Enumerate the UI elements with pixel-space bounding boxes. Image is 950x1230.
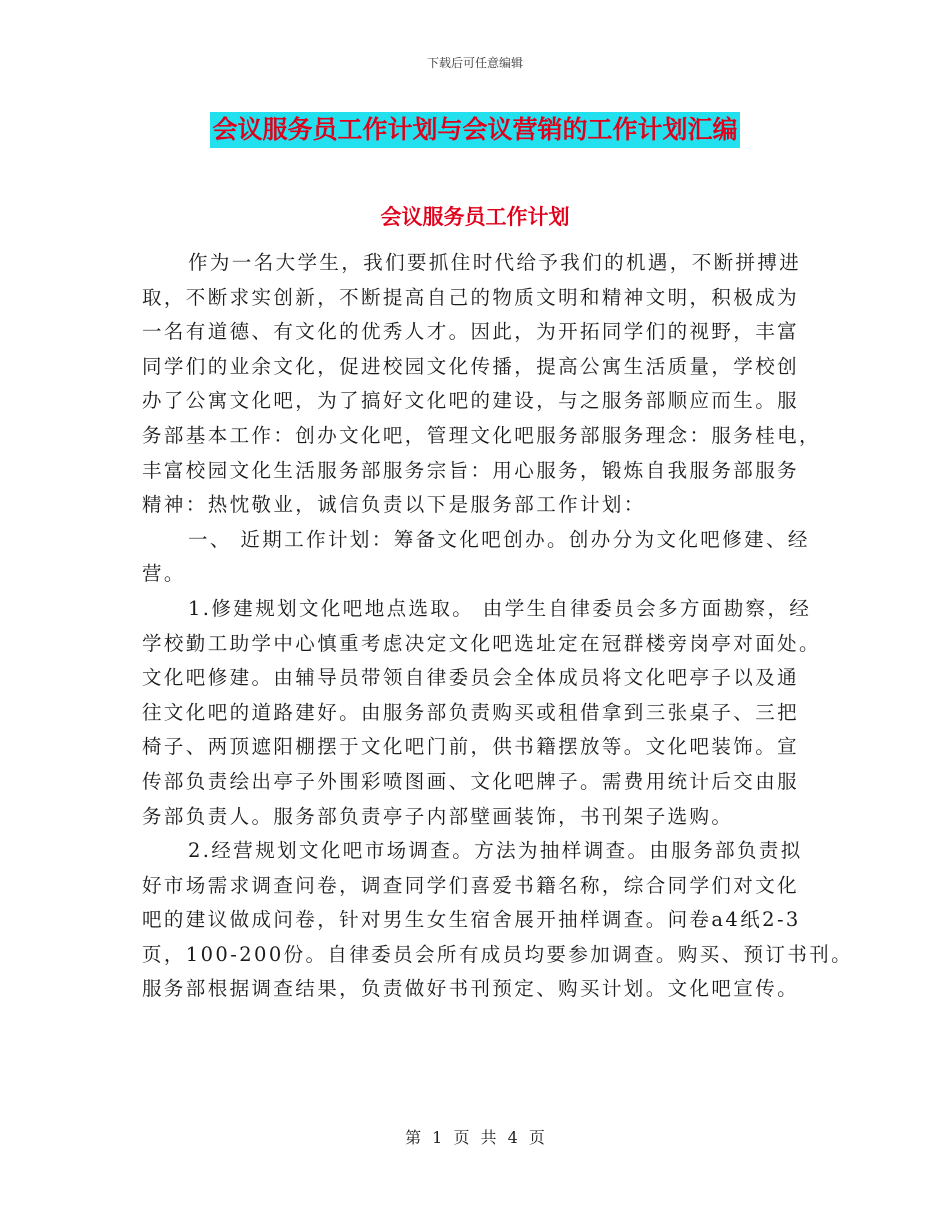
section-title: 会议服务员工作计划 <box>380 205 570 229</box>
paragraph-line: 2.经营规划文化吧市场调查。方法为抽样调查。由服务部负责拟 <box>188 839 803 863</box>
paragraph-line: 传部负责绘出亭子外围彩喷图画、文化吧牌子。需费用统计后交由服 <box>142 769 800 793</box>
body-text <box>142 246 854 1007</box>
paragraph-line: 一、 近期工作计划：筹备文化吧创办。创办分为文化吧修建、经 <box>188 527 810 551</box>
paragraph-line: 往文化吧的道路建好。由服务部负责购买或租借拿到三张桌子、三把 <box>142 700 800 724</box>
document-title-container <box>0 112 950 148</box>
paragraph-line: 务部基本工作：创办文化吧，管理文化吧服务部服务理念：服务桂电， <box>142 423 821 447</box>
paragraph-line: 精神：热忱敬业，诚信负责以下是服务部工作计划： <box>142 493 646 517</box>
paragraph-line: 取，不断求实创新，不断提高自己的物质文明和精神文明，积极成为 <box>142 285 800 309</box>
paragraph-line: 一名有道德、有文化的优秀人才。因此，为开拓同学们的视野，丰富 <box>142 320 800 344</box>
paragraph-line: 文化吧修建。由辅导员带领自律委员会全体成员将文化吧亭子以及通 <box>142 666 800 690</box>
paragraph-line: 吧的建议做成问卷，针对男生女生宿舍展开抽样调查。问卷a4纸2-3 <box>142 908 801 932</box>
paragraph-line: 丰富校园文化生活服务部服务宗旨：用心服务，锻炼自我服务部服务 <box>142 458 800 482</box>
paragraph-line: 页，100-200份。自律委员会所有成员均要参加调查。购买、预订书刊。 <box>142 942 854 966</box>
paragraph-line: 作为一名大学生，我们要抓住时代给予我们的机遇，不断拼搏进 <box>188 251 802 274</box>
paragraph-line: 学校勤工助学中心慎重考虑决定文化吧选址定在冠群楼旁岗亭对面处。 <box>142 631 821 655</box>
paragraph-line: 营。 <box>142 562 186 586</box>
paragraph-line: 好市场需求调查问卷，调查同学们喜爱书籍名称，综合同学们对文化 <box>142 873 800 897</box>
document-title: 会议服务员工作计划与会议营销的工作计划汇编 <box>210 112 739 148</box>
paragraph-line: 同学们的业余文化，促进校园文化传播，提高公寓生活质量，学校创 <box>142 354 800 378</box>
paragraph-line: 1.修建规划文化吧地点选取。 由学生自律委员会多方面勘察，经 <box>188 596 812 620</box>
page-number-footer: 第 1 页 共 4 页 <box>405 1128 545 1147</box>
paragraph-line: 服务部根据调查结果，负责做好书刊预定、购买计划。文化吧宣传。 <box>142 977 800 1001</box>
page-header-note: 下载后可任意编辑 <box>426 56 523 70</box>
paragraph-line: 办了公寓文化吧，为了搞好文化吧的建设，与之服务部顺应而生。服 <box>142 389 800 413</box>
paragraph-line: 椅子、两顶遮阳棚摆于文化吧门前，供书籍摆放等。文化吧装饰。宣 <box>142 735 800 759</box>
paragraph-line: 务部负责人。服务部负责亭子内部壁画装饰，书刊架子选购。 <box>142 804 734 828</box>
